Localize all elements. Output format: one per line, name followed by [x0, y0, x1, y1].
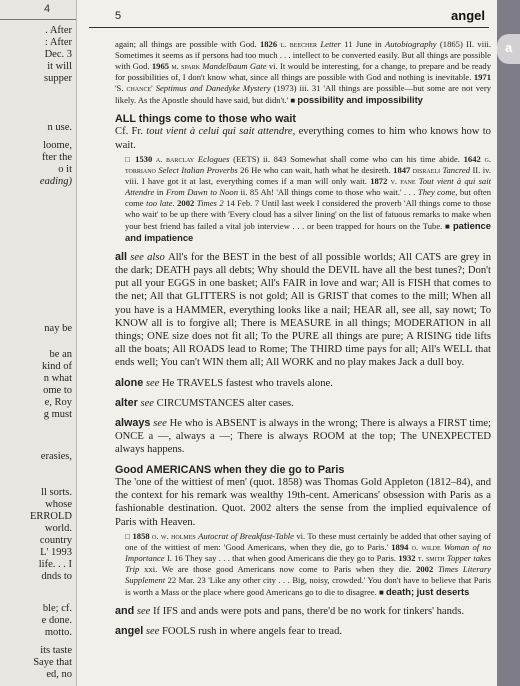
year: 1858 — [132, 530, 150, 541]
emphasis: They come — [417, 186, 456, 197]
left-fragment: loome, — [43, 140, 72, 151]
author: disraeli — [410, 164, 443, 175]
left-fragment: : After — [44, 37, 72, 48]
left-fragment: world. — [44, 523, 72, 534]
entry-alone — [115, 377, 491, 390]
text: 26 He who can wait, hath what he desireth. — [237, 164, 394, 175]
entry-all — [115, 251, 491, 370]
text: , but often come — [125, 186, 492, 208]
text: 22 Mar. 23 'Like any other city . . . Big, noisy, crowded.' You don't have to believe that Paris is worth a Mass or the place where good Americans go to die to disagree. — [125, 574, 491, 597]
text: again; all things are possible with God. — [115, 39, 260, 49]
author: l. beecher — [277, 39, 321, 49]
text: I. 16 They say . . . that when good Americans die they go to Paris. — [164, 552, 399, 563]
left-page — [0, 0, 77, 686]
thumb-index-letter: a — [505, 40, 513, 55]
text: (EETS) ii. 843 Somewhat shall come who can his time abide. — [229, 153, 464, 164]
cross-references: CIRCUMSTANCES alter cases. — [156, 397, 294, 409]
author: 'S. chance' — [115, 83, 156, 93]
headword-good-americans: Good AMERICANS when they die go to Paris — [115, 463, 345, 476]
black-square-icon: ■ — [444, 221, 451, 231]
white-square-icon: □ — [125, 531, 131, 541]
guide-word: angel — [451, 8, 485, 23]
entry-always — [115, 417, 491, 457]
year: 1872 — [370, 175, 388, 186]
work-title: Select Italian Proverbs — [158, 164, 238, 175]
headword-all: all — [115, 250, 128, 263]
text: in — [154, 186, 166, 197]
headword-always: always — [115, 417, 151, 430]
left-fragment: its taste — [40, 645, 72, 656]
work-title: From Dawn to Noon — [165, 186, 239, 197]
dictionary-content — [115, 39, 491, 638]
left-fragment: ll sorts. — [41, 487, 72, 498]
work-title: Woman of no Importance — [125, 541, 491, 563]
black-square-icon: ■ — [378, 587, 384, 597]
author: o. w. holmes — [149, 530, 199, 541]
work-title: Letter — [320, 39, 341, 49]
see-label: see — [143, 377, 163, 389]
text: (1973) iii. 31 'All things are possible—but some are not very likely. As the Apostle should have said, but didn't.' — [115, 83, 492, 105]
author: m. spark — [169, 61, 203, 71]
entry-angel — [115, 625, 491, 638]
right-page — [77, 0, 497, 686]
emphasis: too late. — [146, 197, 175, 208]
text: (1865) II. viii. Sometimes it seems as if persons had too much . . . intellect to be converted easily. But all things are possible with God. — [115, 39, 492, 71]
left-page-number: 4 — [44, 3, 51, 15]
left-fragment: ome to — [43, 385, 72, 396]
year: 2002 — [416, 563, 434, 574]
left-fragment: nay be — [44, 323, 72, 334]
headword-alter: alter — [115, 396, 138, 409]
text: , everything comes to him who knows how to wait. — [115, 126, 491, 151]
year: 1642 — [463, 153, 481, 164]
headword-angel: angel — [115, 625, 144, 638]
header-rule — [89, 27, 489, 28]
work-title: Tout vient à qui sait Attendre — [125, 175, 491, 197]
left-fragment: o it — [58, 164, 72, 175]
author: v. fane — [387, 175, 419, 186]
left-fragment: kind of — [41, 361, 72, 372]
left-fragment: dnds to — [41, 571, 72, 582]
work-title: Times 2 — [194, 197, 224, 208]
french-text: tout vient à celui qui sait attendre — [146, 126, 293, 138]
text: vi. To these must certainly be added that other saying of one of the wittiest of men: 'Good Americans, when they die, go to Paris.' — [125, 530, 491, 552]
author: a. barclay — [152, 153, 198, 164]
cross-reference: patience and impatience — [125, 219, 491, 243]
left-fragment: e done. — [41, 615, 72, 626]
work-title: Tancred — [442, 164, 471, 175]
author: g. torriano — [125, 153, 491, 175]
continued-quotation — [115, 39, 491, 106]
left-fragment: be an — [49, 349, 72, 360]
white-square-icon: □ — [125, 154, 132, 164]
entry-alter — [115, 397, 491, 410]
left-fragment: n use. — [47, 122, 72, 133]
quotations — [115, 154, 491, 244]
text: Cf. Fr. — [115, 126, 147, 138]
work-title: Septimus and Danedyke Mystery — [155, 83, 271, 93]
cross-references: FOOLS rush in where angels fear to tread. — [162, 626, 343, 638]
work-title: Autocrat of Breakfast-Table — [198, 530, 294, 541]
left-fragment: eading) — [39, 176, 72, 187]
year: 1932 — [398, 552, 416, 563]
left-fragment: Saye that — [33, 657, 72, 668]
year: 1965 — [151, 61, 170, 71]
left-fragment: . After — [45, 25, 72, 36]
cross-reference: possibility and impossibility — [297, 94, 423, 105]
headword-alone: alone — [115, 376, 144, 389]
work-title: Eclogues — [197, 153, 230, 164]
left-fragment: n what — [43, 373, 72, 384]
left-fragment: erasies, — [40, 451, 72, 462]
entry-and — [115, 605, 491, 618]
year: 1894 — [391, 541, 409, 552]
year: 1826 — [259, 39, 278, 49]
left-fragment: supper — [44, 73, 72, 84]
headword-all-things: ALL things come to those who wait — [115, 113, 296, 125]
year: 2002 — [174, 197, 195, 208]
left-fragment: ERROLD — [30, 511, 72, 522]
cross-reference: death; just deserts — [385, 585, 470, 597]
see-label: see also — [127, 251, 169, 263]
left-header-rule — [0, 19, 76, 20]
left-fragment: it will — [47, 61, 72, 72]
quotations — [115, 531, 491, 598]
work-title: Times Literary Supplement — [125, 563, 491, 585]
text: II. iv. viii. I have got it at last, everything comes if a man will only wait. — [125, 164, 492, 186]
left-fragment: Dec. 3 — [44, 49, 72, 60]
text: ii. 85 Ah! 'All things come to those who wait.' . . . — [238, 186, 418, 197]
left-fragment: motto. — [44, 627, 72, 638]
year: 1971 — [473, 72, 491, 82]
left-fragment: whose — [45, 499, 72, 510]
see-label: see — [137, 397, 157, 409]
see-label: see — [143, 626, 163, 638]
left-fragment: country — [39, 535, 72, 546]
black-square-icon: ■ — [290, 96, 296, 105]
left-fragment: e, Roy — [44, 397, 72, 408]
left-fragment: L' 1993 — [40, 547, 72, 558]
cross-references: He who is ABSENT is always in the wrong; There is always a FIRST time; ONCE a —, always a —; There is always ROOM at the top; The UNEXPECTED always happens. — [115, 418, 491, 456]
year: 1847 — [393, 164, 411, 175]
author: o. wilde — [408, 541, 444, 552]
author: t. smith — [415, 552, 447, 563]
see-label: see — [134, 605, 154, 617]
text: 11 June in — [340, 39, 385, 49]
left-fragment: life. . . I — [38, 559, 72, 570]
see-label: see — [150, 418, 170, 430]
cross-references: All's for the BEST in the best of all possible worlds; All CATS are grey in the dark; DEATH pays all debts; Why should the DEVIL have all the best tunes?; Don't put all your EGGS in one basket; All's FAIR in love and war; All is FISH that comes to the net; All that GLITTERS is not gold; All is GRIST that comes to the mill; When all you have is a HAMMER, everything looks like a nail; HEAR all, see all, say nowt; To KNOW all is to forgive all; There is MEASURE in all things; MODERATION in all things; ONE size does not fit all; To the PURE all things are pure; A RISING tide lifts all the boats; All ROADS lead to Rome; The THIRD time pays for all; All's WELL that ends well; You can't WIN them all; All WORK and no play makes Jack a dull boy. — [115, 251, 491, 369]
text: 14 Feb. 7 Until last week I considered the proverb 'All things come to those who wait' to be up there with 'Every cloud has a silver lining' on the list of fatuous remarks to make when your best friend has failed a vital job interview . . . or been trapped for hours on the Tube. — [125, 197, 491, 231]
page-number: 5 — [115, 10, 122, 22]
cross-references: He TRAVELS fastest who travels alone. — [162, 377, 333, 389]
left-fragment: ed, no — [46, 669, 72, 680]
definition — [115, 125, 491, 151]
work-title: Autobiography — [385, 39, 437, 49]
left-fragment: fter the — [41, 152, 72, 163]
text: vi. It would be interesting, for a change, to prepare and be ready for possibilities of, I don't know what, since all things are possible with God and nothing is inevitable. — [115, 61, 491, 82]
work-title: Mandelbaum Gate — [202, 61, 267, 71]
left-fragment: g must — [43, 409, 72, 420]
headword-and: and — [115, 604, 135, 617]
work-title: Topper takes Trip — [125, 552, 491, 574]
left-fragment: ble; cf. — [42, 603, 72, 614]
cross-references: If IFS and ands were pots and pans, there'd be no work for tinkers' hands. — [153, 605, 464, 617]
year: 1530 — [135, 153, 153, 164]
text: xxi. We are those good Americans now come to Paris when they die. — [139, 563, 417, 574]
definition: The 'one of the wittiest of men' (quot. 1858) was Thomas Gold Appleton (1812–84), and the context for his remark was wealthy 19th-cent. Americans' obsession with Paris as a fashionable destination. Quot. 2002 alters the sense from the implied equivalence of Paris with Heaven. — [115, 477, 491, 528]
